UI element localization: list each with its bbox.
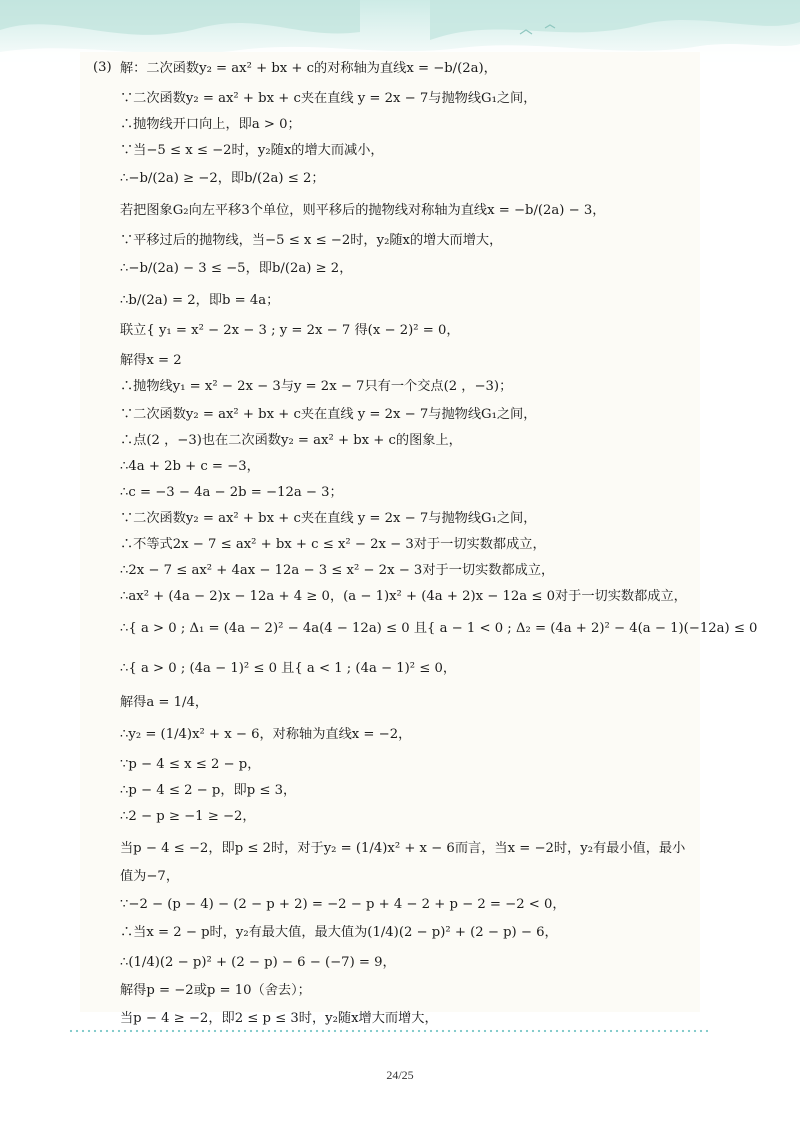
solution-line: ∵二次函数y₂ = ax² + bx + c夹在直线 y = 2x − 7与抛物线G₁之间， <box>120 91 537 106</box>
solution-line: ∴−b/(2a) ≥ −2，即b/(2a) ≤ 2； <box>120 171 325 186</box>
solution-line: ∴y₂ = (1/4)x² + x − 6，对称轴为直线x = −2， <box>120 727 412 742</box>
solution-line: ∵−2 − (p − 4) − (2 − p + 2) = −2 − p + 4 − 2 + p − 2 = −2 < 0， <box>120 897 566 912</box>
solution-line: 解：二次函数y₂ = ax² + bx + c的对称轴为直线x = −b/(2a)， <box>120 61 497 76</box>
solution-line: 若把图象G₂向左平移3个单位，则平移后的抛物线对称轴为直线x = −b/(2a) − 3， <box>120 203 606 218</box>
solution-line: ∴−b/(2a) − 3 ≤ −5，即b/(2a) ≥ 2， <box>120 261 353 276</box>
page-number: 24/25 <box>386 1068 414 1082</box>
solution-line: ∴2x − 7 ≤ ax² + 4ax − 12a − 3 ≤ x² − 2x − 3对于一切实数都成立， <box>120 563 555 578</box>
solution-line: ∴2 − p ≥ −1 ≥ −2， <box>120 809 256 824</box>
solution-line: 解得p = −2或p = 10（舍去）； <box>120 983 311 998</box>
solution-line: ∴4a + 2b + c = −3， <box>120 459 260 474</box>
solution-line: 当p − 4 ≥ −2，即2 ≤ p ≤ 3时，y₂随x增大而增大， <box>120 1011 438 1026</box>
solution-line: ∴b/(2a) = 2，即b = 4a； <box>120 293 280 308</box>
solution-line: ∴(1/4)(2 − p)² + (2 − p) − 6 − (−7) = 9， <box>120 955 396 970</box>
solution-line: ∴点(2 ，−3)也在二次函数y₂ = ax² + bx + c的图象上， <box>120 433 462 448</box>
solution-line: ∵当−5 ≤ x ≤ −2时，y₂随x的增大而减小， <box>120 143 384 158</box>
solution-line: 解得x = 2 <box>120 353 182 368</box>
solution-line: ∴不等式2x − 7 ≤ ax² + bx + c ≤ x² − 2x − 3对于一切实数都成立， <box>120 537 546 552</box>
solution-line: 联立{ y₁ = x² − 2x − 3 ; y = 2x − 7 得(x − 2)² = 0， <box>120 323 460 338</box>
solution-line: ∴{ a > 0 ; (4a − 1)² ≤ 0 且{ a < 1 ; (4a − 1)² ≤ 0， <box>120 661 457 676</box>
solution-line: ∴ax² + (4a − 2)x − 12a + 4 ≥ 0，(a − 1)x² + (4a + 2)x − 12a ≤ 0对于一切实数都成立， <box>120 589 687 604</box>
solution-line: 当p − 4 ≤ −2，即p ≤ 2时，对于y₂ = (1/4)x² + x − 6而言，当x = −2时，y₂有最小值，最小 <box>120 841 686 856</box>
solution-line: 值为−7， <box>120 869 180 884</box>
solution-line: ∵平移过后的抛物线，当−5 ≤ x ≤ −2时，y₂随x的增大而增大， <box>120 233 503 248</box>
solution-line: ∴p − 4 ≤ 2 − p，即p ≤ 3， <box>120 783 297 798</box>
solution-line: ∵二次函数y₂ = ax² + bx + c夹在直线 y = 2x − 7与抛物线G₁之间， <box>120 511 537 526</box>
solution-line: ∴抛物线y₁ = x² − 2x − 3与y = 2x − 7只有一个交点(2 ，−3)； <box>120 379 513 394</box>
solution-line: ∴抛物线开口向上，即a > 0； <box>120 117 301 132</box>
dotted-divider <box>68 1029 708 1033</box>
solution-line: ∵p − 4 ≤ x ≤ 2 − p， <box>120 757 261 772</box>
part-label: (3) <box>93 60 112 75</box>
solution-line: ∴{ a > 0 ; Δ₁ = (4a − 2)² − 4a(4 − 12a) ≤ 0 且{ a − 1 < 0 ; Δ₂ = (4a + 2)² − 4(a − 1)(−12a) ≤ 0 <box>120 621 758 636</box>
solution-line: ∴c = −3 − 4a − 2b = −12a − 3； <box>120 485 343 500</box>
solution-line: ∴当x = 2 − p时，y₂有最大值，最大值为(1/4)(2 − p)² + (2 − p) − 6， <box>120 925 558 940</box>
solution-line: 解得a = 1/4， <box>120 695 209 710</box>
solution-line: ∵二次函数y₂ = ax² + bx + c夹在直线 y = 2x − 7与抛物线G₁之间， <box>120 407 537 422</box>
